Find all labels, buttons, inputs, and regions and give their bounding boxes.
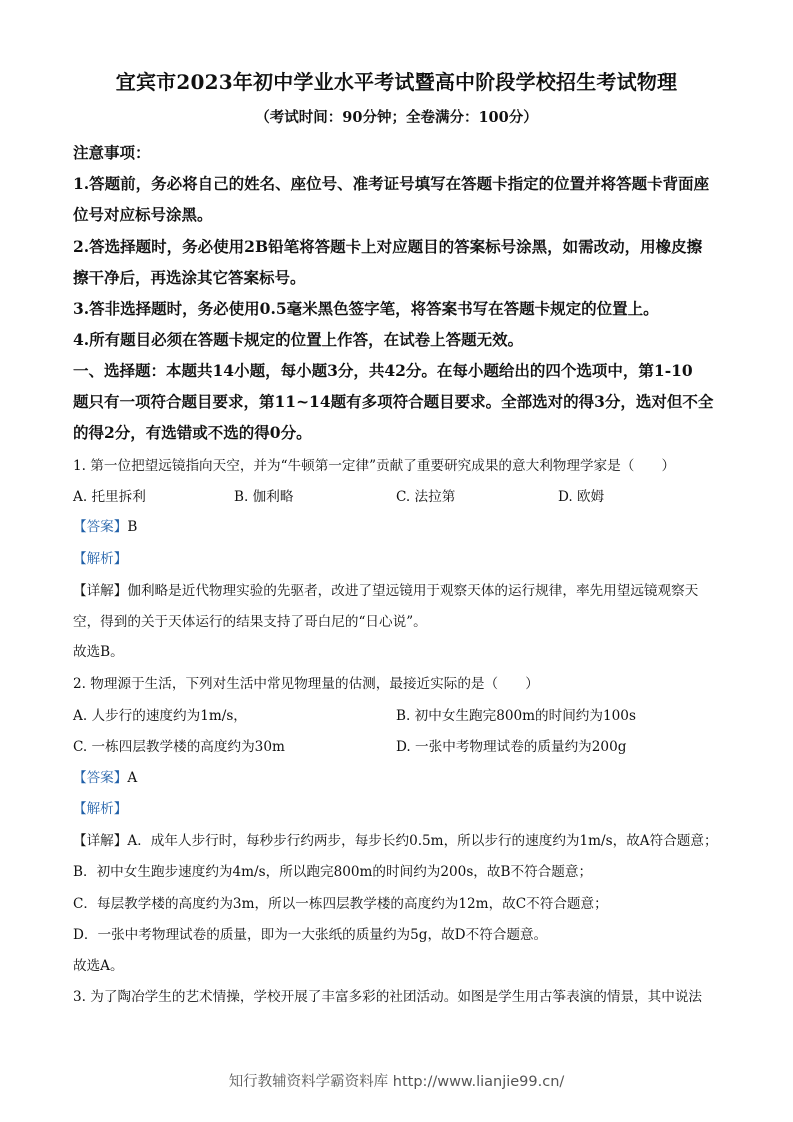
section-heading: 一、选择题：本题共14小题，每小题3分，共42分。在每小题给出的四个选项中，第1-10	[73, 361, 693, 380]
q1-option-d: D. 欧姆	[558, 489, 605, 505]
q2-analysis-tag: 【解析】	[73, 801, 128, 817]
q1-answer	[73, 515, 137, 535]
detail-text: A．成年人步行时，每秒步行约两步，每步长约0.5m，所以步行的速度约为1m/s，故A符合题意；	[127, 833, 718, 849]
notice-item-2-cont: 擦干净后，再选涂其它答案标号。	[73, 268, 306, 287]
notice-item-3: 3.答非选择题时，务必使用0.5毫米黑色签字笔，将答案书写在答题卡规定的位置上。	[73, 299, 659, 318]
q2-detail-b: B．初中女生跑步速度约为4m/s，所以跑完800m的时间约为200s，故B不符合题意；	[73, 864, 593, 880]
q2-option-c: C. 一栋四层教学楼的高度约为30m	[73, 739, 285, 755]
answer-value: B	[127, 519, 138, 535]
q1-option-b: B. 伽利略	[234, 489, 294, 505]
notice-item-1-cont: 位号对应标号涂黑。	[73, 205, 213, 224]
detail-text: 伽利略是近代物理实验的先驱者，改进了望远镜用于观察天体的运行规律，率先用望远镜观察天	[127, 583, 699, 599]
notice-item-2: 2.答选择题时，务必使用2B铅笔将答题卡上对应题目的答案标号涂黑，如需改动，用橡皮擦	[73, 237, 703, 256]
q1-option-a: A. 托里拆利	[73, 489, 146, 505]
q2-detail-c: C．每层教学楼的高度约为3m，所以一栋四层教学楼的高度约为12m，故C不符合题意；	[73, 896, 608, 912]
q2-option-b: B. 初中女生跑完800m的时间约为100s	[396, 708, 636, 724]
q2-option-a: A. 人步行的速度约为1m/s，	[73, 708, 247, 724]
notice-heading: 注意事项：	[73, 143, 151, 162]
question-3-stem: 3. 为了陶冶学生的艺术情操，学校开展了丰富多彩的社团活动。如图是学生用古筝表演的情景，其中说法	[73, 989, 703, 1005]
q2-conclusion: 故选A。	[73, 958, 124, 974]
section-heading-cont-1: 题只有一项符合题目要求，第11~14题有多项符合题目要求。全部选对的得3分，选对但不全	[73, 392, 714, 411]
notice-item-4: 4.所有题目必须在答题卡规定的位置上作答，在试卷上答题无效。	[73, 330, 524, 349]
detail-tag: 【详解】	[73, 583, 128, 599]
q2-answer	[73, 766, 137, 786]
footer-watermark: 知行教辅资料学霸资料库 http://www.lianjie99.cn/	[228, 1074, 565, 1090]
answer-tag: 【答案】	[73, 519, 128, 535]
page-title: 宜宾市2023年初中学业水平考试暨高中阶段学校招生考试物理	[115, 70, 678, 94]
answer-value: A	[127, 770, 138, 786]
q2-detail-a	[73, 829, 718, 849]
detail-tag: 【详解】	[73, 833, 128, 849]
exam-info: （考试时间：90分钟；全卷满分：100分）	[255, 109, 538, 126]
q2-detail-d: D．一张中考物理试卷的质量，即为一大张纸的质量约为5g，故D不符合题意。	[73, 927, 548, 943]
q1-option-c: C. 法拉第	[396, 489, 456, 505]
q1-analysis-tag: 【解析】	[73, 551, 128, 567]
answer-tag: 【答案】	[73, 770, 128, 786]
section-heading-cont-2: 的得2分，有选错或不选的得0分。	[73, 423, 312, 442]
question-1-stem: 1. 第一位把望远镜指向天空，并为“牛顿第一定律”贡献了重要研究成果的意大利物理学家是（ ）	[73, 458, 676, 474]
q1-detail	[73, 579, 698, 599]
question-2-stem: 2. 物理源于生活，下列对生活中常见物理量的估测，最接近实际的是（ ）	[73, 676, 539, 692]
q2-option-d: D. 一张中考物理试卷的质量约为200g	[396, 739, 627, 755]
q1-detail-cont: 空，得到的关于天体运行的结果支持了哥白尼的“日心说”。	[73, 614, 427, 630]
q1-conclusion: 故选B。	[73, 644, 124, 660]
notice-item-1: 1.答题前，务必将自己的姓名、座位号、准考证号填写在答题卡指定的位置并将答题卡背面座	[73, 174, 710, 193]
